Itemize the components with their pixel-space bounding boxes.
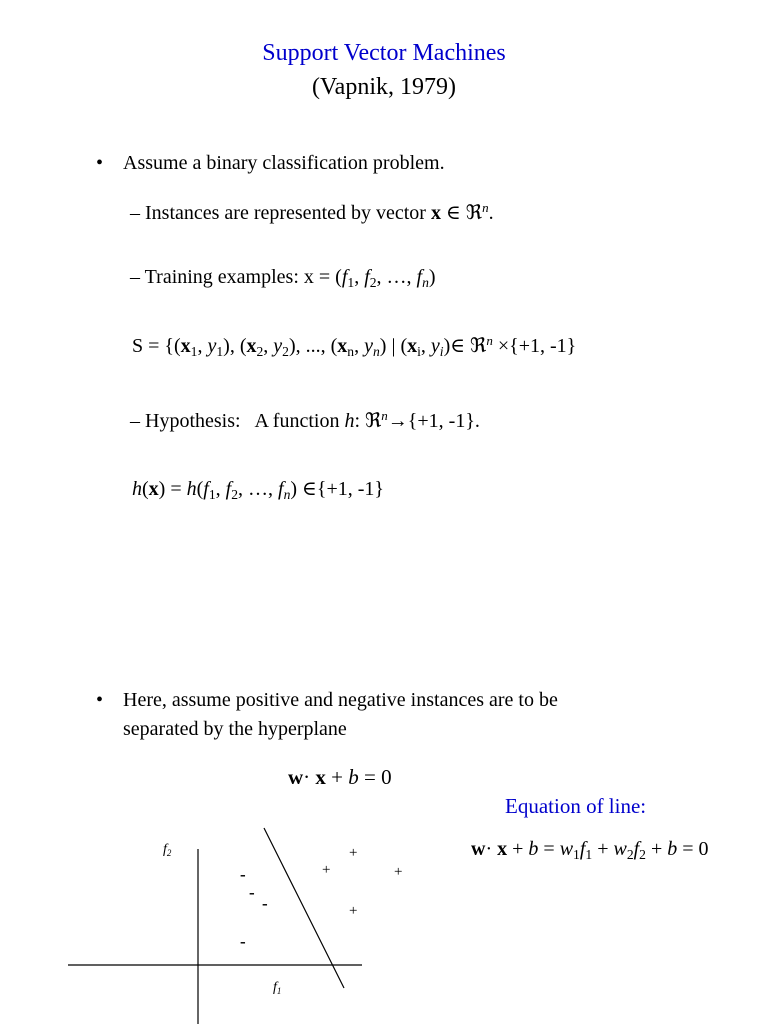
line-equation: $w\cdot x + b = w_1f_1 + w_2f_2 + b = 0$ xyxy=(471,838,709,863)
set-prefix: S = {( xyxy=(132,335,181,357)
hypothesis-equation xyxy=(132,476,384,501)
bullet-dot: • xyxy=(96,152,104,174)
bullet-1 xyxy=(96,152,445,175)
f1-axis-label: $f_1$ xyxy=(273,980,282,996)
hyperplane-line xyxy=(264,828,344,988)
f2-axis-label: $f_2$ xyxy=(163,842,172,858)
plus-mark: + xyxy=(394,864,403,880)
dash-marker: – xyxy=(130,202,140,224)
bullet-1-text: Assume a binary classification problem. xyxy=(123,152,445,174)
sub-bullet-instances xyxy=(130,200,494,225)
minus-mark: - xyxy=(262,894,268,913)
minus-mark: - xyxy=(240,932,246,951)
bullet-dot: • xyxy=(96,689,104,711)
page-subtitle: (Vapnik, 1979) xyxy=(312,74,456,100)
plus-mark: + xyxy=(349,903,358,919)
set-body: $x_1$, $y_1$), ($x_2$, $y_2$), ..., ($x_n$, $y_n$) | ($x_i$, $y_i)\in$ ℜ$^n$ ×{+1, -1} xyxy=(180,332,577,360)
hypothesis-map: h: ℜ$^n$→ xyxy=(344,407,408,432)
training-set-equation xyxy=(132,333,576,358)
hx-body: $h(x) = h(f_1$, $f_2$, …, $f_n$) ∈ xyxy=(132,478,317,503)
page-title: Support Vector Machines xyxy=(262,40,506,66)
feature-tuple: $f_1$, $f_2$, …, $f_n$) xyxy=(341,266,436,291)
hyperplane-equation: w· x + b = 0 xyxy=(288,765,392,789)
minus-mark: - xyxy=(249,883,255,902)
bullet-2 xyxy=(96,689,558,712)
sub-bullet-training-text: Training examples: x = ( xyxy=(144,266,342,288)
hypothesis-codomain: {+1, -1}. xyxy=(407,410,480,432)
plus-mark: + xyxy=(349,845,358,861)
separator-graph xyxy=(0,815,420,1024)
dash-marker: – xyxy=(130,266,140,288)
dash-marker: – xyxy=(130,410,140,432)
sub-bullet-hypothesis-text: Hypothesis: A function xyxy=(145,410,340,432)
equation-of-line-label: Equation of line: xyxy=(505,794,647,818)
sub-bullet-instances-text: Instances are represented by vector xyxy=(145,202,426,224)
bullet-2-line2: separated by the hyperplane xyxy=(123,718,347,740)
sub-bullet-hypothesis xyxy=(130,408,480,433)
minus-mark: - xyxy=(240,865,246,884)
sub-bullet-training xyxy=(130,266,436,289)
hx-codomain: {+1, -1} xyxy=(316,478,384,500)
vector-x-symbol: x ∈ ℜ$^n$. xyxy=(430,199,494,224)
bullet-2-line1: Here, assume positive and negative instances are to be xyxy=(123,689,558,711)
plus-mark: + xyxy=(322,862,331,878)
